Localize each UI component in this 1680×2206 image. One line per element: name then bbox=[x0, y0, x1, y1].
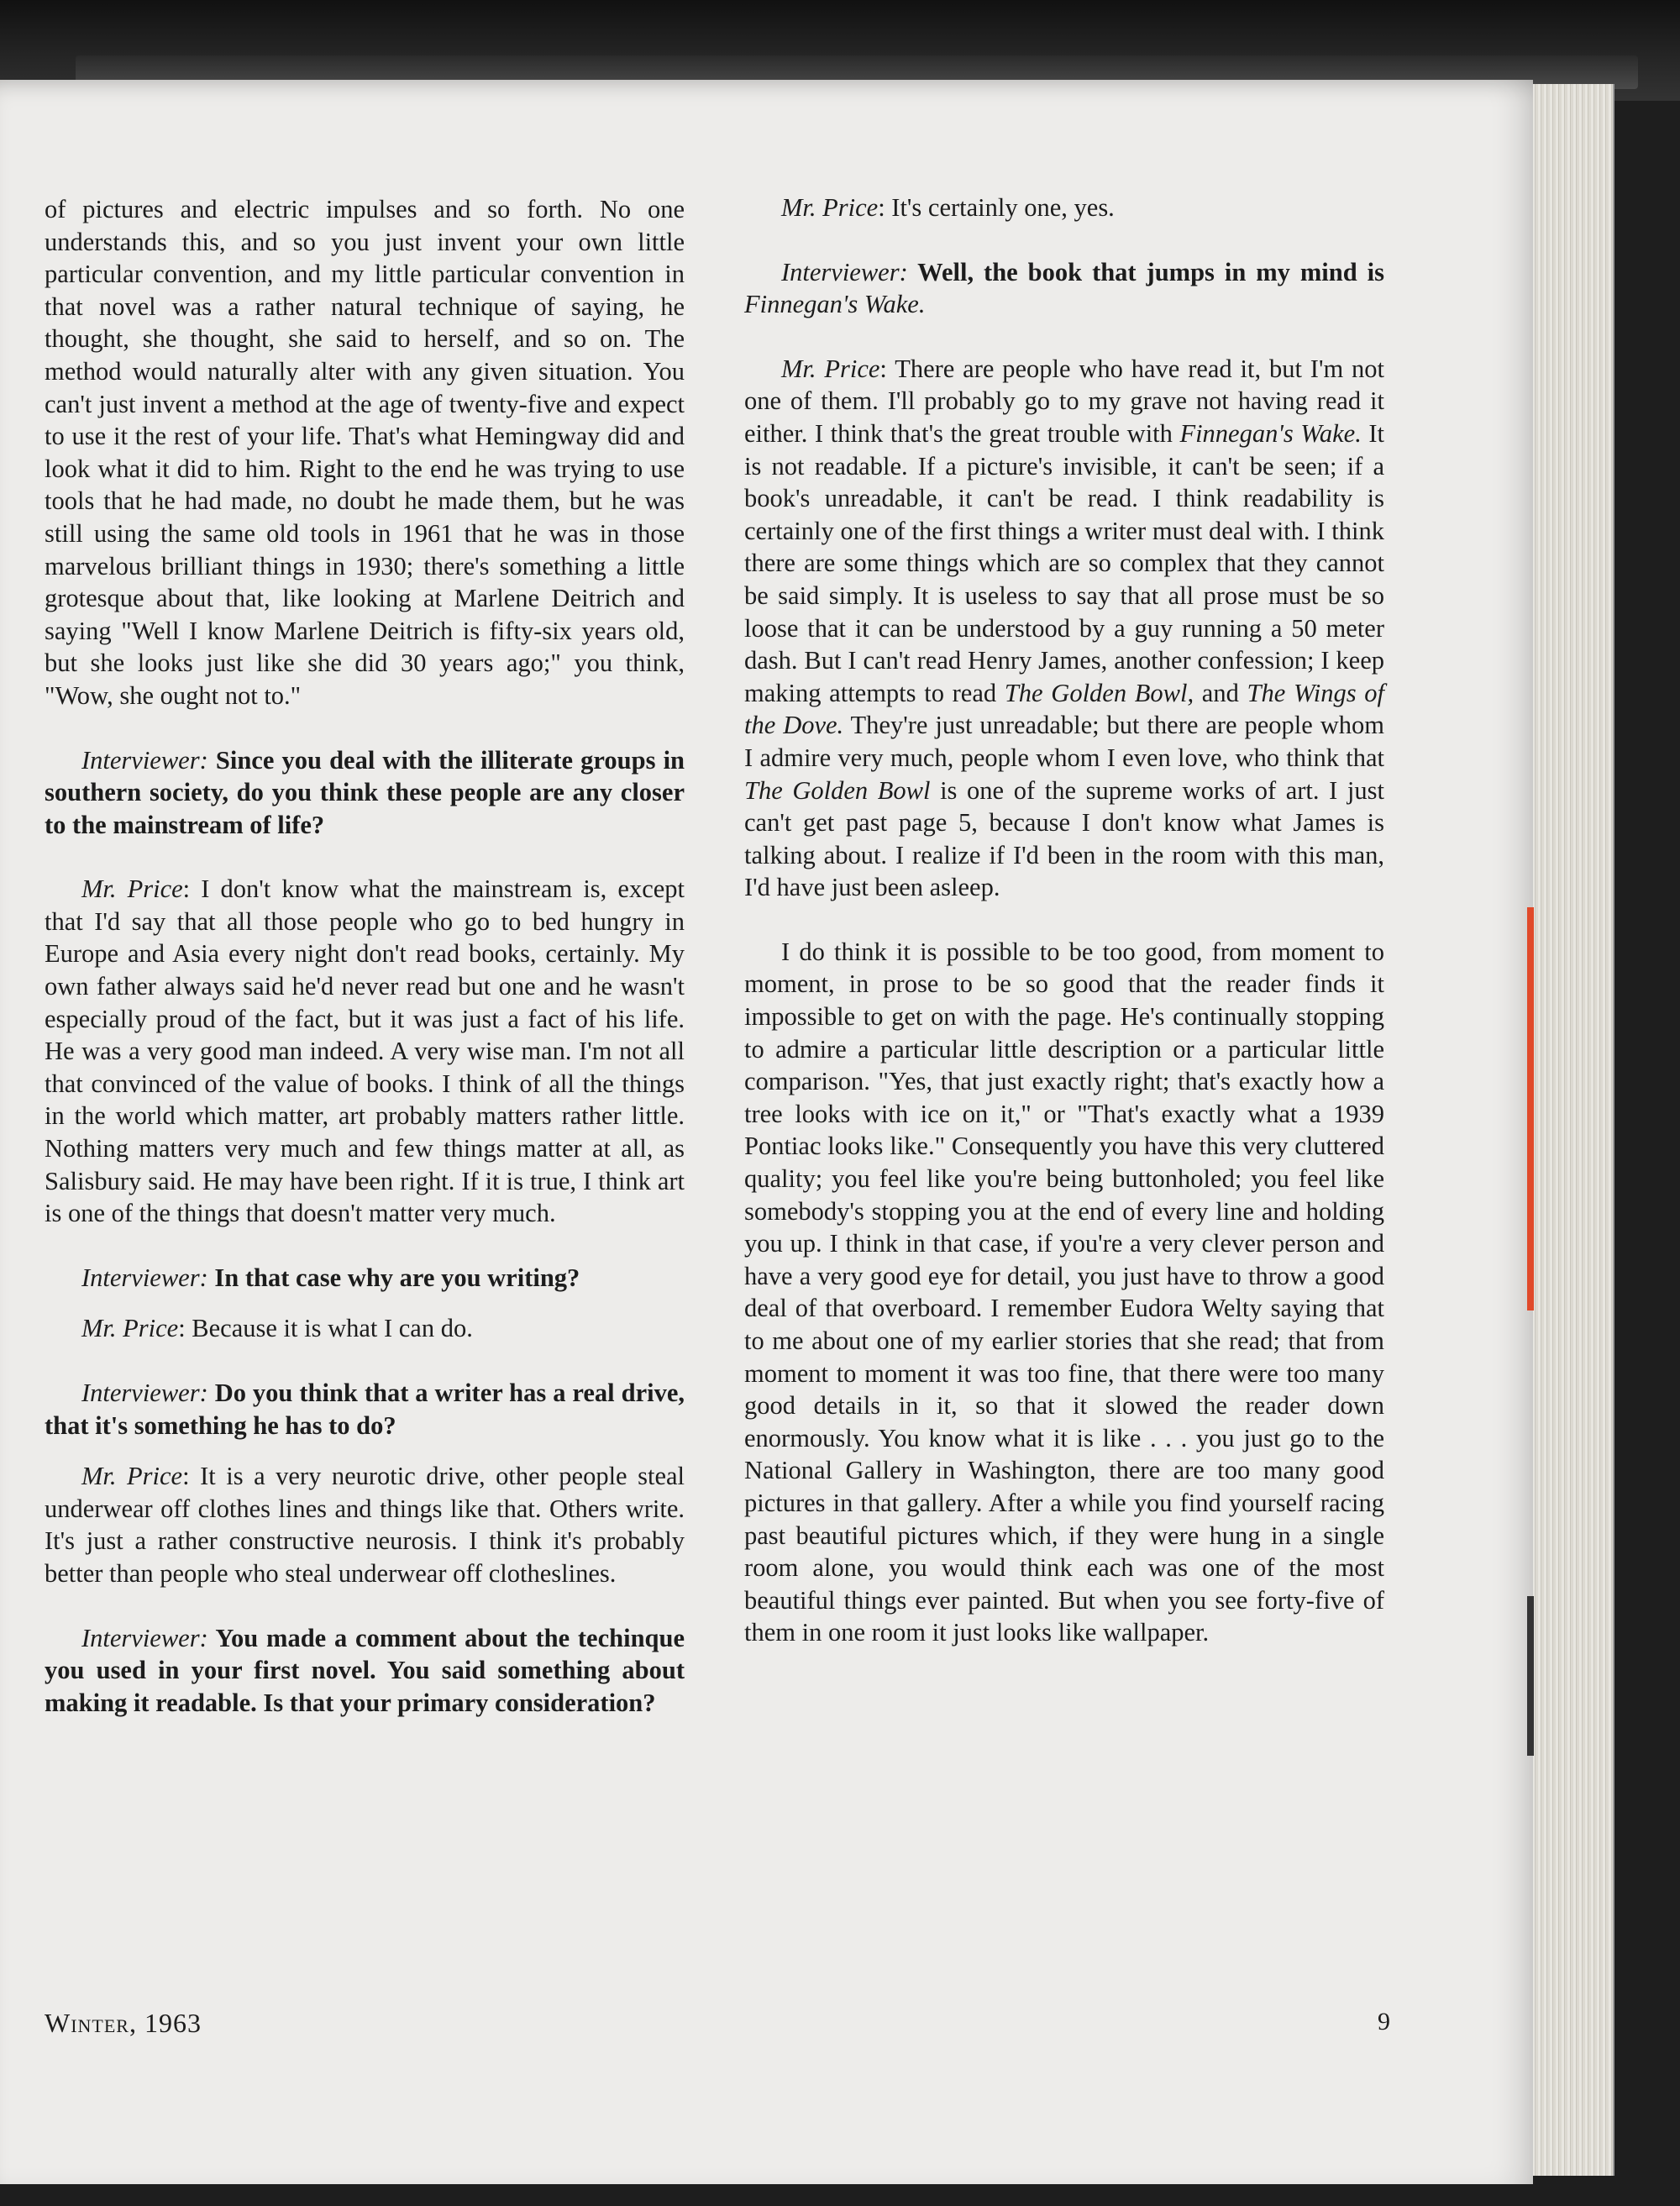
speaker-label: Mr. Price bbox=[781, 354, 880, 383]
speaker-label: Mr. Price bbox=[81, 875, 183, 904]
paragraph: I do think it is possible to be too good, from moment to moment, in prose to be so good that the reader finds it impossible to get on with the page. He's continually stopping to admire a particular little description or a particular little comparison. "Yes, that just exactly right; that's exactly how a tree looks with ice on it," or "That's exactly what a 1939 Pontiac looks like." Consequently you have this very cluttered quality; you feel like you're being buttonholed; you feel like somebody's stopping you at the end of every line and holding you up. I think in that case, if you're a very clever person and have a very good eye for detail, you just have to throw a good deal of that overboard. I remember Eudora Welty saying that to me about one of my earlier stories that she read; that from moment to moment it was too fine, that there were too many good details in it, so that it slowed the reader down enormously. You know what it is like . . . you just go to the National Gallery in Washington, there are too many good pictures in that gallery. After a while you find yourself racing past beautiful pictures which, if they were hung in a single room alone, you would think each was one of the most beautiful things ever painted. But when you see forty-five of them in one room it just looks like wallpaper. bbox=[744, 937, 1384, 1647]
speaker-label: Interviewer: bbox=[81, 745, 208, 775]
speaker-label: Mr. Price bbox=[81, 1462, 183, 1491]
book-title: Finnegan's Wake. bbox=[1179, 418, 1362, 448]
speaker-label: Mr. Price bbox=[781, 193, 879, 222]
speaker-label: Interviewer: bbox=[81, 1379, 208, 1407]
answer-text: : It is a very neurotic drive, other people steal underwear off clothes lines and things like that. Others write. It's just a rather constructive neurosis. I think it's probably better than people who steal underwear off clotheslines. bbox=[45, 1462, 685, 1588]
answer bbox=[45, 873, 685, 1230]
left-column bbox=[45, 193, 685, 1751]
interviewer-question bbox=[45, 744, 685, 842]
interviewer-question bbox=[45, 1377, 685, 1442]
question-text: Do you think that a writer has a real drive, that it's something he has to do? bbox=[45, 1379, 685, 1440]
question-text: In that case why are you writing? bbox=[214, 1263, 580, 1292]
paragraph: of pictures and electric impulses and so forth. No one understands this, and so you just invent your own little particular convention, and my little particular convention in that novel was a rather natural technique of saying, he thought, she thought, she said to herself, and so on. The method would naturally alter with any given situation. You can't just invent a method at the age of twenty-five and expect to use it the rest of your life. That's what Hemingway did and look what it did to him. Right to the end he was trying to use tools that he had made, no doubt he made them, but he was still using the same old tools in 1961 that he was in those marvelous brilliant things in 1930; there's something a little grotesque about that, like looking at Marlene Deitrich and saying "Well I know Marlene Deitrich is fifty-six years old, but she looks just like she did 30 years ago;" you think, "Wow, she ought not to." bbox=[45, 195, 685, 710]
speaker-label: Interviewer: bbox=[781, 257, 908, 286]
answer bbox=[744, 192, 1384, 224]
issue-footer: Winter, 1963 bbox=[45, 2008, 202, 2038]
page-edges bbox=[1520, 84, 1614, 2176]
answer-text: : It's certainly one, yes. bbox=[878, 193, 1115, 222]
answer-text: : Because it is what I can do. bbox=[178, 1314, 473, 1343]
right-column bbox=[744, 192, 1384, 1681]
answer-text: It is not readable. If a picture's invisible, it can't be seen; if a book's unreadable, it can't be read. I think readability is certainly one of the first things a writer must deal with. I think there are some things which are so complex that they cannot be said simply. It is useless to say that all prose must be so loose that it can be understood by a guy running a 50 meter dash. But I can't read Henry James, another confession; I keep making attempts to read bbox=[744, 418, 1384, 707]
answer-text: They're just unreadable; but there are people whom I admire very much, people whom I even love, who think that bbox=[744, 711, 1384, 772]
question-text: Well, the book that jumps in my mind is bbox=[917, 257, 1385, 286]
answer-text: and bbox=[1194, 678, 1247, 707]
question-text: You made a comment about the techinque you used in your first novel. You said something about making it readable. Is that your primary consideration? bbox=[45, 1623, 685, 1717]
speaker-label: Interviewer: bbox=[81, 1623, 208, 1652]
book-title: The Golden Bowl, bbox=[1004, 678, 1194, 707]
interviewer-question bbox=[45, 1622, 685, 1720]
interviewer-question bbox=[45, 1262, 685, 1295]
interviewer-question bbox=[744, 256, 1384, 321]
answer bbox=[45, 1460, 685, 1589]
book-title: The Golden Bowl bbox=[744, 775, 931, 805]
book-title: The Wings of the Dove. bbox=[744, 678, 1384, 740]
dark-tab-marker bbox=[1527, 1596, 1534, 1756]
red-tab-marker bbox=[1527, 907, 1534, 1310]
answer-text: : I don't know what the mainstream is, except that I'd say that all those people who go to bed hungry in Europe and Asia every night don't read books, certainly. My own father always said he'd never read but one and he wasn't especially proud of the fact, but it was just a fact of his life. He was a very good man indeed. A very wise man. I'm not all that convinced of the value of books. I think of all the things in the world which matter, art probably matters rather little. Nothing matters very much and few things matter at all, as Salisbury said. He may have been right. If it is true, I think art is one of the things that doesn't matter very much. bbox=[45, 875, 685, 1228]
book-title: Finnegan's Wake. bbox=[744, 290, 926, 319]
answer-text: : There are people who have read it, but I'm not one of them. I'll probably go to my grave not having read it either. I think that's the great trouble with bbox=[744, 354, 1384, 448]
answer bbox=[744, 353, 1384, 904]
page-number: 9 bbox=[1378, 2008, 1391, 2035]
speaker-label: Interviewer: bbox=[81, 1263, 208, 1292]
speaker-label: Mr. Price bbox=[81, 1314, 179, 1343]
answer-text: is one of the supreme works of art. I just can't get past page 5, because I don't know what James is talking about. I realize if I'd been in the room with this man, I'd have just been asleep. bbox=[744, 775, 1384, 902]
question-text: Since you deal with the illiterate groups in southern society, do you think these people are any closer to the mainstream of life? bbox=[45, 745, 685, 839]
answer bbox=[45, 1312, 685, 1345]
